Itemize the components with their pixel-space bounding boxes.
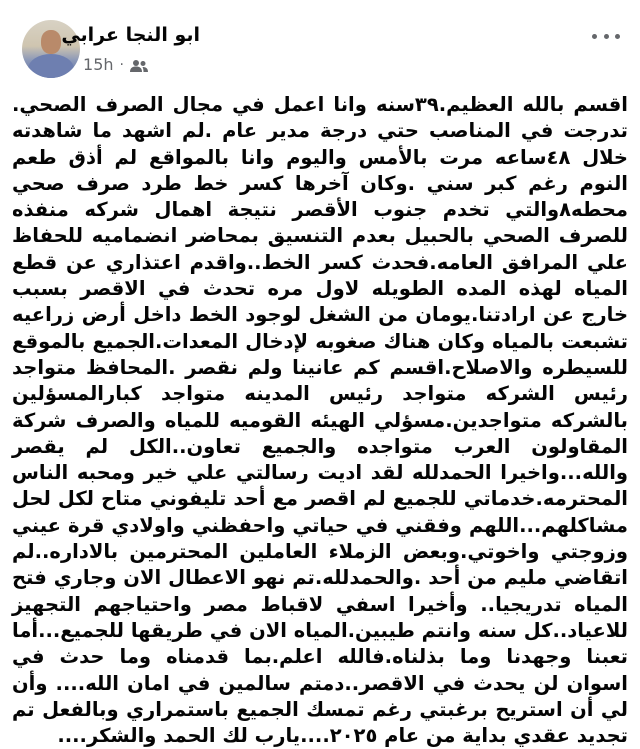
post-meta: [83, 55, 148, 74]
author-name[interactable]: ابو النجا عرابي: [61, 24, 200, 46]
friends-icon[interactable]: [130, 58, 148, 72]
post-text: [12, 92, 628, 749]
avatar-shoulders: [28, 54, 74, 78]
post-header: [0, 0, 640, 90]
more-options-icon[interactable]: [592, 28, 620, 44]
meta-separator: ·: [119, 56, 124, 73]
avatar-face: [41, 30, 61, 54]
post-time[interactable]: 15h: [83, 55, 114, 74]
post-paragraph: اقسم بالله العظيم.٣٩سنه وانا اعمل في مجال الصرف الصحي. تدرجت في المناصب حتي درجة مدير عام .لم اشهد ما شاهدته خلال ٤٨ساعه مرت بالأمس واليوم وانا بالمواقع لم أذق طعم النوم رغم كبر سني .وكان آخرها كسر خط طرد صرف صحي محطه٨والتي تخدم جنوب الأقصر نتيجة اهمال شركه منفذه للصرف الصحي بالحبيل بعدم التنسيق بمحاضر انضماميه للحفاظ علي المرافق العامه.فحدث كسر الخط..واقدم اعتذاري عن قطع المياه لهذه المده الطويله لاول مره تحدث في الاقصر بسبب خارج عن ارادتنا.يومان من الشغل لوجود الخط داخل أرض زراعيه تشبعت بالمياه وكان هناك صغوبه لإدخال المعدات.الجميع بالموقع للسيطره والاصلاح.اقسم كم عانينا ولم نقصر .المحافظ متواجد رئيس الشركه متواجد رئيس المدينه متواجد كبارالمسؤلين بالشركه متواجدين.مسؤلي الهيئه القوميه للمياه والصرف شركة المقاولون العرب متواجده والجميع تعاون..الكل لم يقصر والله...واخيرا الحمدلله لقد اديت رسالتي علي خير ومحبه الناس المحترمه.خدماتي للجميع لم اقصر مع أحد تليفوني متاح لكل لحل مشاكلهم...اللهم وفقني في حياتي واحفظني واولادي قرة عيني وزوجتي واخوتي.وبعض الزملاء العاملين المحترمين بالاداره..لم اتقاضي مليم من أحد .والحمدلله.تم نهو الاعطال الان وجاري فتح المياه تدريجيا.. وأخيرا اسفي لاقباط مصر واحتياجهم التجهيز للاعياد..كل سنه وانتم طيبين.المياه الان في طريقها للجميع...أما تعبنا وجهدنا وما بذلناه.فالله اعلم.بما قدمناه وما حدث في اسوان لن يحدث في الاقصر..دمتم سالمين في امان الله.... وأن لي أن استريح برغبتي رغم تمسك الجميع باستمراري وبالفعل تم تجديد عقدي بداية من عام ٢٠٢٥....يارب لك الحمد والشكر....: [12, 93, 628, 748]
